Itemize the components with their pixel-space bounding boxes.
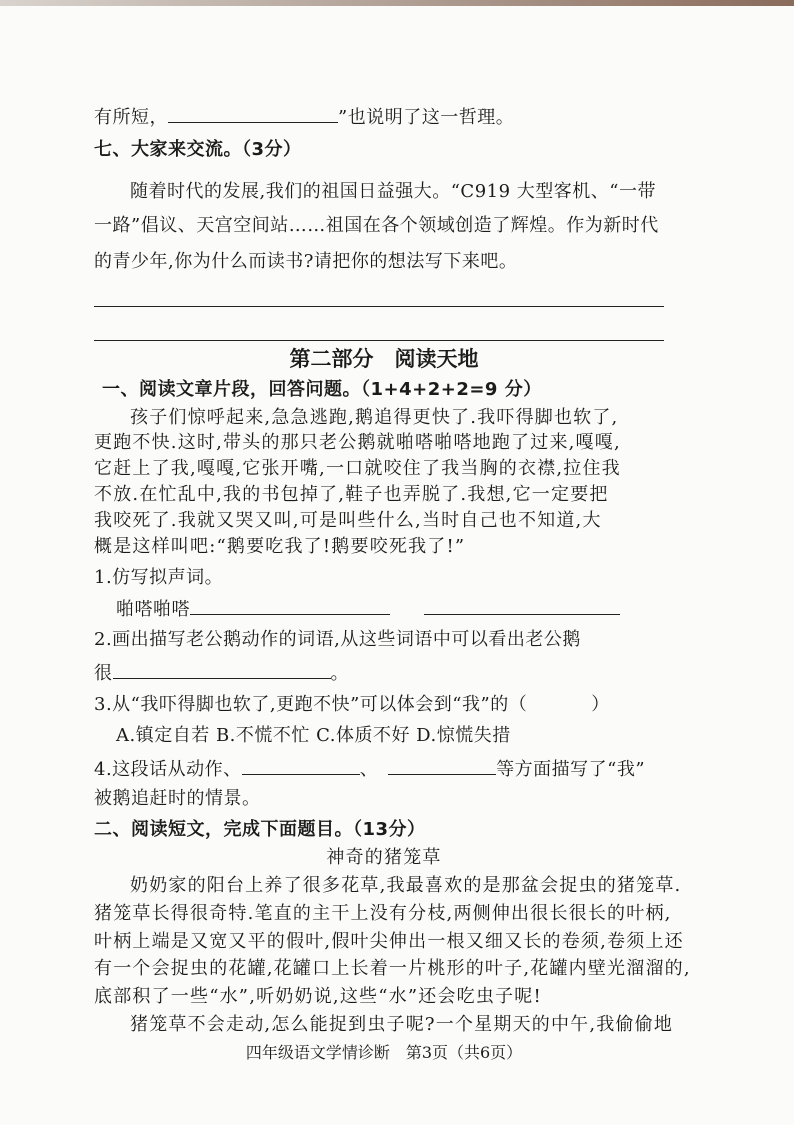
- q1-passage-line: 更跑不快.这时,带头的那只老公鹅就啪嗒啪嗒地跑了过来,嘎嘎,: [94, 432, 621, 453]
- answer-blank[interactable]: [168, 104, 338, 123]
- q1-passage-line: 概是这样叫吧:“鹅要吃我了!鹅要咬死我了!”: [94, 536, 466, 557]
- prev-line-text: 有所短，: [94, 107, 168, 128]
- answer-blank[interactable]: [190, 596, 390, 615]
- q2-passage-line: 猪笼草不会走动,怎么能捉到虫子呢?一个星期天的中午,我偷偷地: [130, 1014, 674, 1035]
- q1-passage-line: 孩子们惊呼起来,急急逃跑,鹅追得更快了.我吓得脚也软了,: [130, 407, 619, 428]
- q1-item3: [94, 693, 610, 717]
- answer-blank[interactable]: [424, 596, 620, 615]
- q2-passage-line: 奶奶家的阳台上养了很多花草,我最喜欢的是那盆会捉虫的猪笼草.: [130, 875, 682, 896]
- answer-blank[interactable]: [388, 756, 496, 775]
- q1-item1: 1.仿写拟声词。: [94, 567, 224, 588]
- story-title: 神奇的猪笼草: [326, 847, 442, 868]
- prev-question-line: [94, 104, 514, 130]
- prev-line-text-after: ”也说明了这一哲理。: [338, 107, 515, 128]
- q2-title: 二、阅读短文，完成下面题目。（13分）: [94, 819, 426, 840]
- q1-item4-line2: 被鹅追赶时的情景。: [94, 788, 261, 809]
- q1-item4-line1: [94, 756, 645, 782]
- q1-passage-line: 不放.在忙乱中,我的书包掉了,鞋子也弄脱了.我想,它一定要把: [94, 484, 609, 505]
- q1-item2-line1: 2.画出描写老公鹅动作的词语,从这些词语中可以看出老公鹅: [94, 629, 581, 650]
- answer-line-2[interactable]: [94, 340, 664, 341]
- item4-prefix: 4.这段话从动作、: [94, 759, 242, 780]
- answer-line-1[interactable]: [94, 306, 664, 307]
- part2-title: 第二部分 阅读天地: [289, 347, 479, 371]
- item2-prefix: 很: [94, 663, 113, 684]
- answer-blank[interactable]: [113, 660, 331, 679]
- item4-sep: 、: [359, 759, 379, 780]
- q1-passage-line: 它赶上了我,嘎嘎,它张开嘴,一口就咬住了我当胸的衣襟,拉住我: [94, 458, 621, 479]
- section7-title: 七、大家来交流。（3分）: [94, 139, 302, 160]
- q2-passage-line: 叶柄上端是又宽又平的假叶,假叶尖伸出一根又细又长的卷须,卷须上还: [94, 931, 684, 952]
- section7-line2: 一路”倡议、天宫空间站……祖国在各个领域创造了辉煌。作为新时代: [94, 215, 659, 236]
- q2-passage-line: 猪笼草长得很奇特.笔直的主干上没有分枝,两侧伸出很长很长的叶柄,: [94, 903, 672, 924]
- q2-passage-line: 底部积了一些“水”,听奶奶说,这些“水”还会吃虫子呢!: [94, 986, 542, 1007]
- item3-text: 3.从“我吓得脚也软了,更跑不快”可以体会到“我”的（: [94, 694, 528, 715]
- section7-line1: 随着时代的发展,我们的祖国日益强大。“C919 大型客机、“一带: [130, 181, 656, 202]
- exam-page: [94, 0, 691, 1125]
- item2-end: 。: [330, 663, 349, 684]
- q1-passage-line: 我咬死了.我就又哭又叫,可是叫些什么,当时自己也不知道,大: [94, 510, 602, 531]
- example-onomatopoeia: 啪嗒啪嗒: [116, 599, 190, 620]
- answer-blank[interactable]: [242, 756, 360, 775]
- q1-title: 一、阅读文章片段，回答问题。（1+4+2+2=9 分）: [102, 379, 542, 400]
- section7-line3: 的青少年,你为什么而读书?请把你的想法写下来吧。: [94, 251, 518, 272]
- q1-item3-options: A.镇定自若 B.不慌不忙 C.体质不好 D.惊慌失措: [116, 725, 511, 746]
- item3-close: ）: [591, 694, 610, 715]
- item4-end: 等方面描写了“我”: [496, 759, 646, 780]
- q1-item1-answer-row: [116, 596, 620, 622]
- q2-passage-line: 有一个会捉虫的花罐,花罐口上长着一片桃形的叶子,花罐内壁光溜溜的,: [94, 958, 691, 979]
- q1-item2-line2: [94, 660, 349, 686]
- page-footer: 四年级语文学情诊断 第3页（共6页）: [245, 1043, 523, 1062]
